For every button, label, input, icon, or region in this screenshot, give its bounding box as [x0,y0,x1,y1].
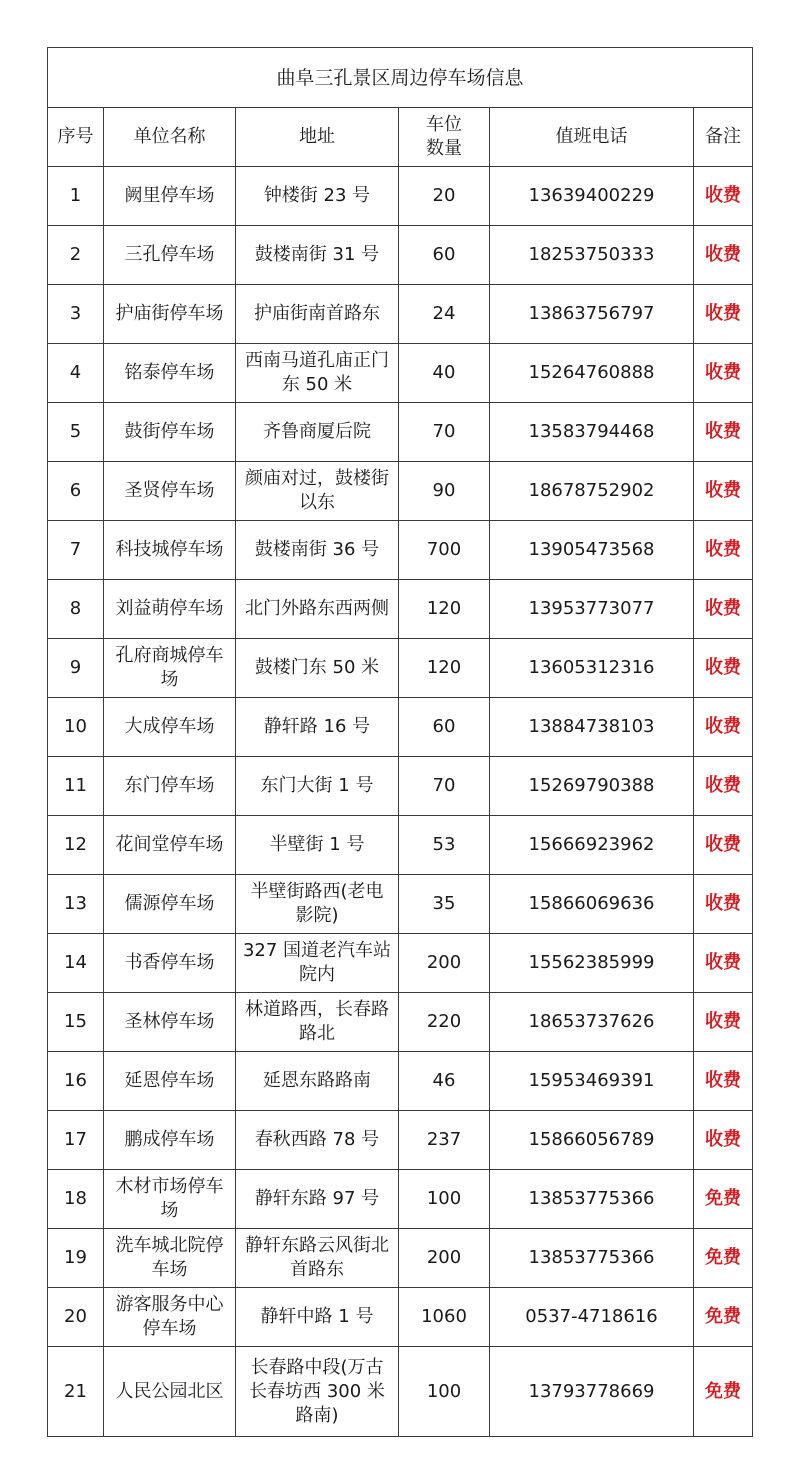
table-row [48,698,753,757]
row-no: 20 [48,1288,104,1347]
row-note: 免费 [694,1170,753,1229]
row-capacity: 70 [399,403,490,462]
row-note: 收费 [694,1052,753,1111]
row-address: 半壁街路西(老电影院) [236,875,399,934]
row-phone: 15666923962 [490,816,694,875]
row-note: 收费 [694,816,753,875]
table-row [48,285,753,344]
row-note: 收费 [694,1111,753,1170]
row-phone: 18678752902 [490,462,694,521]
table-row [48,226,753,285]
row-name: 延恩停车场 [104,1052,236,1111]
row-capacity: 200 [399,1229,490,1288]
row-no: 13 [48,875,104,934]
row-no: 7 [48,521,104,580]
row-no: 12 [48,816,104,875]
row-note: 收费 [694,698,753,757]
table-row [48,1229,753,1288]
row-address: 半壁街 1 号 [236,816,399,875]
row-name: 鼓街停车场 [104,403,236,462]
row-phone: 13905473568 [490,521,694,580]
header-name: 单位名称 [104,108,236,167]
row-no: 16 [48,1052,104,1111]
table-row [48,757,753,816]
row-name: 刘益萌停车场 [104,580,236,639]
row-no: 2 [48,226,104,285]
row-capacity: 35 [399,875,490,934]
table-row [48,993,753,1052]
row-no: 17 [48,1111,104,1170]
row-phone: 0537-4718616 [490,1288,694,1347]
row-phone: 13853775366 [490,1229,694,1288]
row-phone: 18253750333 [490,226,694,285]
row-capacity: 1060 [399,1288,490,1347]
row-note: 免费 [694,1229,753,1288]
row-capacity: 20 [399,167,490,226]
table-row [48,1170,753,1229]
table-row [48,875,753,934]
table-row [48,816,753,875]
row-no: 15 [48,993,104,1052]
row-note: 收费 [694,757,753,816]
row-note: 收费 [694,934,753,993]
row-note: 收费 [694,639,753,698]
header-phone: 值班电话 [490,108,694,167]
row-address: 静轩东路 97 号 [236,1170,399,1229]
row-capacity: 60 [399,698,490,757]
header-row [48,108,753,167]
row-address: 齐鲁商厦后院 [236,403,399,462]
table-row [48,934,753,993]
row-capacity: 53 [399,816,490,875]
row-name: 木材市场停车场 [104,1170,236,1229]
row-phone: 13884738103 [490,698,694,757]
row-note: 收费 [694,344,753,403]
row-name: 护庙街停车场 [104,285,236,344]
row-name: 儒源停车场 [104,875,236,934]
row-phone: 15866069636 [490,875,694,934]
row-no: 11 [48,757,104,816]
table-row [48,462,753,521]
row-no: 19 [48,1229,104,1288]
row-note: 收费 [694,993,753,1052]
row-name: 花间堂停车场 [104,816,236,875]
row-name: 圣贤停车场 [104,462,236,521]
row-phone: 13863756797 [490,285,694,344]
table-row [48,521,753,580]
row-capacity: 200 [399,934,490,993]
row-note: 收费 [694,521,753,580]
row-address: 东门大街 1 号 [236,757,399,816]
row-name: 科技城停车场 [104,521,236,580]
row-capacity: 40 [399,344,490,403]
table-row [48,1052,753,1111]
row-capacity: 100 [399,1170,490,1229]
row-phone: 18653737626 [490,993,694,1052]
row-capacity: 220 [399,993,490,1052]
row-name: 三孔停车场 [104,226,236,285]
row-no: 21 [48,1347,104,1437]
table-row [48,1288,753,1347]
row-no: 5 [48,403,104,462]
row-phone: 15953469391 [490,1052,694,1111]
row-address: 北门外路东西两侧 [236,580,399,639]
row-no: 4 [48,344,104,403]
row-note: 免费 [694,1288,753,1347]
row-name: 游客服务中心停车场 [104,1288,236,1347]
row-note: 收费 [694,462,753,521]
table-row [48,639,753,698]
table-row [48,344,753,403]
row-no: 3 [48,285,104,344]
row-capacity: 70 [399,757,490,816]
row-capacity: 237 [399,1111,490,1170]
row-phone: 15562385999 [490,934,694,993]
row-capacity: 24 [399,285,490,344]
row-address: 鼓楼南街 36 号 [236,521,399,580]
row-note: 免费 [694,1347,753,1437]
row-address: 静轩中路 1 号 [236,1288,399,1347]
table-row [48,580,753,639]
row-capacity: 120 [399,639,490,698]
row-address: 林道路西，长春路路北 [236,993,399,1052]
row-no: 9 [48,639,104,698]
row-note: 收费 [694,226,753,285]
row-address: 鼓楼南街 31 号 [236,226,399,285]
row-capacity: 100 [399,1347,490,1437]
row-address: 春秋西路 78 号 [236,1111,399,1170]
table-row [48,167,753,226]
row-address: 颜庙对过，鼓楼街以东 [236,462,399,521]
row-no: 1 [48,167,104,226]
table-title: 曲阜三孔景区周边停车场信息 [48,48,753,108]
row-capacity: 700 [399,521,490,580]
row-phone: 13605312316 [490,639,694,698]
row-phone: 13953773077 [490,580,694,639]
row-capacity: 60 [399,226,490,285]
row-phone: 15866056789 [490,1111,694,1170]
row-address: 长春路中段(万古长春坊西 300 米路南) [236,1347,399,1437]
parking-info-sheet [47,47,752,1437]
row-no: 8 [48,580,104,639]
row-name: 鹏成停车场 [104,1111,236,1170]
row-no: 14 [48,934,104,993]
table-row [48,1347,753,1437]
row-name: 洗车城北院停车场 [104,1229,236,1288]
row-address: 327 国道老汽车站院内 [236,934,399,993]
row-address: 钟楼街 23 号 [236,167,399,226]
row-capacity: 46 [399,1052,490,1111]
parking-table [47,47,753,1437]
table-row [48,1111,753,1170]
row-phone: 13639400229 [490,167,694,226]
row-phone: 13583794468 [490,403,694,462]
row-phone: 13853775366 [490,1170,694,1229]
row-address: 静轩路 16 号 [236,698,399,757]
row-address: 鼓楼门东 50 米 [236,639,399,698]
row-note: 收费 [694,875,753,934]
row-name: 大成停车场 [104,698,236,757]
row-name: 书香停车场 [104,934,236,993]
row-capacity: 90 [399,462,490,521]
row-address: 西南马道孔庙正门东 50 米 [236,344,399,403]
row-phone: 15269790388 [490,757,694,816]
row-no: 6 [48,462,104,521]
table-row [48,403,753,462]
row-address: 护庙街南首路东 [236,285,399,344]
row-note: 收费 [694,285,753,344]
header-note: 备注 [694,108,753,167]
header-capacity: 车位 数量 [399,108,490,167]
row-note: 收费 [694,580,753,639]
row-name: 孔府商城停车场 [104,639,236,698]
row-capacity: 120 [399,580,490,639]
row-no: 10 [48,698,104,757]
row-note: 收费 [694,403,753,462]
row-name: 东门停车场 [104,757,236,816]
header-address: 地址 [236,108,399,167]
row-name: 阙里停车场 [104,167,236,226]
row-name: 人民公园北区 [104,1347,236,1437]
row-name: 铭泰停车场 [104,344,236,403]
row-address: 静轩东路云风街北首路东 [236,1229,399,1288]
row-address: 延恩东路路南 [236,1052,399,1111]
header-no: 序号 [48,108,104,167]
row-phone: 15264760888 [490,344,694,403]
row-name: 圣林停车场 [104,993,236,1052]
row-no: 18 [48,1170,104,1229]
row-phone: 13793778669 [490,1347,694,1437]
row-note: 收费 [694,167,753,226]
